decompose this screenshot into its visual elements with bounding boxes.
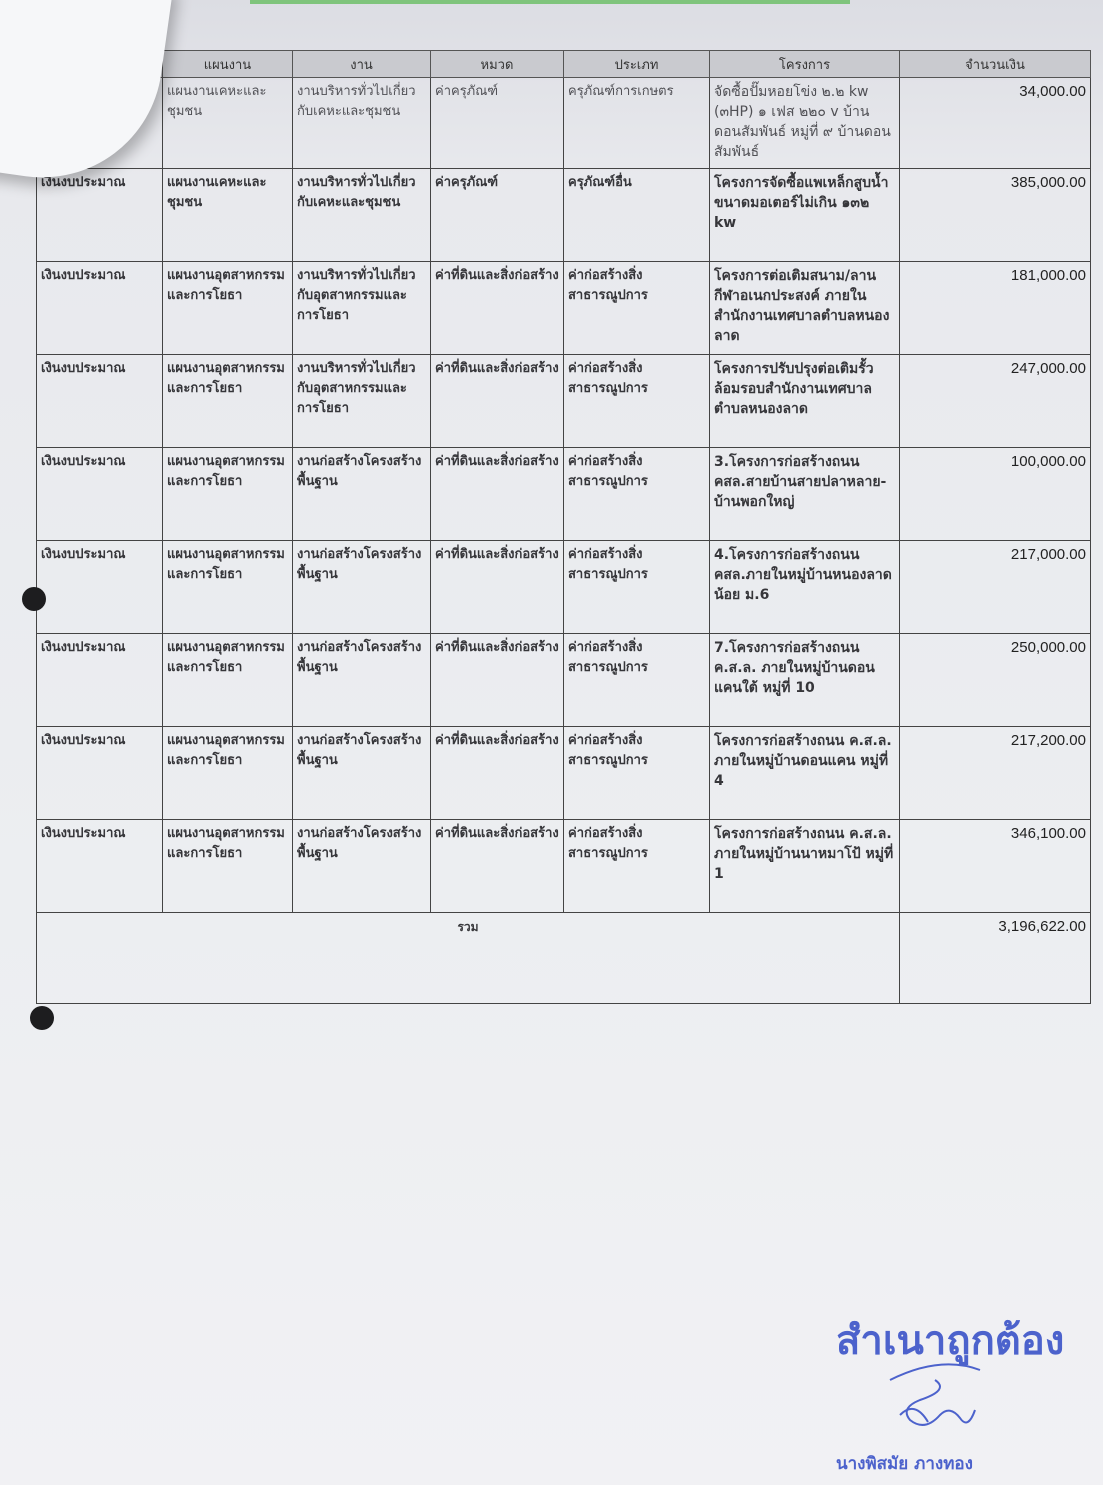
col-header-plan: แผนงาน xyxy=(163,51,293,78)
cell-amount: 217,000.00 xyxy=(900,541,1091,634)
cell-type: ค่าก่อสร้างสิ่งสาธารณูปการ xyxy=(564,355,710,448)
table-row xyxy=(37,727,1091,820)
cell-work: งานบริหารทั่วไปเกี่ยวกับเคหะและชุมชน xyxy=(293,78,431,169)
cell-plan: แผนงานอุตสาหกรรมและการโยธา xyxy=(163,727,293,820)
table-row xyxy=(37,541,1091,634)
cell-type: ครุภัณฑ์การเกษตร xyxy=(564,78,710,169)
cell-category: ค่าที่ดินและสิ่งก่อสร้าง xyxy=(431,448,564,541)
cell-project: 4.โครงการก่อสร้างถนน คสล.ภายในหมู่บ้านหนองลาดน้อย ม.6 xyxy=(710,541,900,634)
budget-table xyxy=(36,50,1091,1004)
cell-amount: 100,000.00 xyxy=(900,448,1091,541)
cell-plan: แผนงานอุตสาหกรรมและการโยธา xyxy=(163,262,293,355)
col-header-type: ประเภท xyxy=(564,51,710,78)
cell-source: เงินงบประมาณ xyxy=(37,727,163,820)
cell-category: ค่าที่ดินและสิ่งก่อสร้าง xyxy=(431,541,564,634)
cell-category: ค่าที่ดินและสิ่งก่อสร้าง xyxy=(431,727,564,820)
cell-type: ค่าก่อสร้างสิ่งสาธารณูปการ xyxy=(564,820,710,913)
cell-source: เงินงบประมาณ xyxy=(37,355,163,448)
cell-work: งานก่อสร้างโครงสร้างพื้นฐาน xyxy=(293,634,431,727)
table-row xyxy=(37,169,1091,262)
col-header-amount: จำนวนเงิน xyxy=(900,51,1091,78)
punch-hole xyxy=(22,587,46,611)
cell-category: ค่าที่ดินและสิ่งก่อสร้าง xyxy=(431,262,564,355)
table-row xyxy=(37,262,1091,355)
col-header-category: หมวด xyxy=(431,51,564,78)
table-row xyxy=(37,820,1091,913)
total-amount: 3,196,622.00 xyxy=(900,913,1091,1004)
col-header-work: งาน xyxy=(293,51,431,78)
cell-category: ค่าที่ดินและสิ่งก่อสร้าง xyxy=(431,355,564,448)
cell-plan: แผนงานอุตสาหกรรมและการโยธา xyxy=(163,820,293,913)
cell-category: ค่าที่ดินและสิ่งก่อสร้าง xyxy=(431,820,564,913)
cell-type: ค่าก่อสร้างสิ่งสาธารณูปการ xyxy=(564,541,710,634)
cell-work: งานบริหารทั่วไปเกี่ยวกับเคหะและชุมชน xyxy=(293,169,431,262)
cell-source: เงินงบประมาณ xyxy=(37,169,163,262)
stamp-title: สำเนาถูกต้อง xyxy=(836,1318,1065,1364)
total-label: รวม xyxy=(37,913,900,1004)
cell-work: งานบริหารทั่วไปเกี่ยวกับอุตสาหกรรมและการโยธา xyxy=(293,355,431,448)
cell-source: เงินงบประมาณ xyxy=(37,448,163,541)
stamp-signer-name: นางพิสมัย ภางทอง xyxy=(836,1454,973,1474)
cell-amount: 385,000.00 xyxy=(900,169,1091,262)
punch-hole xyxy=(30,1006,54,1030)
cell-source: เงินงบประมาณ xyxy=(37,541,163,634)
cell-plan: แผนงานเคหะและชุมชน xyxy=(163,169,293,262)
cell-source: เงินงบประมาณ xyxy=(37,634,163,727)
cell-source: เงินงบประมาณ xyxy=(37,262,163,355)
table-row xyxy=(37,634,1091,727)
cell-amount: 34,000.00 xyxy=(900,78,1091,169)
cell-project: โครงการจัดซื้อแพเหล็กสูบน้ำ ขนาดมอเตอร์ไม่เกิน ๑๓๒ kw xyxy=(710,169,900,262)
cell-project: โครงการต่อเติมสนาม/ลานกีฬาอเนกประสงค์ ภายในสำนักงานเทศบาลตำบลหนองลาด xyxy=(710,262,900,355)
cell-plan: แผนงานอุตสาหกรรมและการโยธา xyxy=(163,355,293,448)
cell-plan: แผนงานอุตสาหกรรมและการโยธา xyxy=(163,448,293,541)
cell-project: โครงการก่อสร้างถนน ค.ส.ล. ภายในหมู่บ้านนาหมาโป้ หมู่ที่ 1 xyxy=(710,820,900,913)
cell-category: ค่าที่ดินและสิ่งก่อสร้าง xyxy=(431,634,564,727)
cell-amount: 247,000.00 xyxy=(900,355,1091,448)
cell-type: ค่าก่อสร้างสิ่งสาธารณูปการ xyxy=(564,727,710,820)
cell-type: ค่าก่อสร้างสิ่งสาธารณูปการ xyxy=(564,634,710,727)
background-strip xyxy=(250,0,850,4)
certified-copy-stamp xyxy=(830,1300,1065,1480)
cell-source: เงินงบประมาณ xyxy=(37,820,163,913)
cell-amount: 217,200.00 xyxy=(900,727,1091,820)
cell-amount: 181,000.00 xyxy=(900,262,1091,355)
cell-project: 7.โครงการก่อสร้างถนน ค.ส.ล. ภายในหมู่บ้านดอนแคนใต้ หมู่ที่ 10 xyxy=(710,634,900,727)
cell-work: งานบริหารทั่วไปเกี่ยวกับอุตสาหกรรมและการโยธา xyxy=(293,262,431,355)
table-row xyxy=(37,78,1091,169)
table-row xyxy=(37,355,1091,448)
col-header-project: โครงการ xyxy=(710,51,900,78)
cell-project: จัดซื้อปั๊มหอยโข่ง ๒.๒ kw (๓HP) ๑ เฟส ๒๒๐ v บ้านดอนสัมพันธ์ หมู่ที่ ๙ บ้านดอนสัมพันธ์ xyxy=(710,78,900,169)
cell-project: โครงการปรับปรุงต่อเติมรั้วล้อมรอบสำนักงานเทศบาลตำบลหนองลาด xyxy=(710,355,900,448)
signature-icon xyxy=(880,1360,990,1440)
cell-project: 3.โครงการก่อสร้างถนน คสล.สายบ้านสายปลาหลาย-บ้านพอกใหญ่ xyxy=(710,448,900,541)
table-row xyxy=(37,448,1091,541)
cell-plan: แผนงานเคหะและชุมชน xyxy=(163,78,293,169)
cell-type: ค่าก่อสร้างสิ่งสาธารณูปการ xyxy=(564,262,710,355)
cell-type: ค่าก่อสร้างสิ่งสาธารณูปการ xyxy=(564,448,710,541)
cell-amount: 250,000.00 xyxy=(900,634,1091,727)
table-header-row xyxy=(37,51,1091,78)
cell-type: ครุภัณฑ์อื่น xyxy=(564,169,710,262)
cell-category: ค่าครุภัณฑ์ xyxy=(431,169,564,262)
cell-plan: แผนงานอุตสาหกรรมและการโยธา xyxy=(163,634,293,727)
cell-project: โครงการก่อสร้างถนน ค.ส.ล. ภายในหมู่บ้านดอนแคน หมู่ที่ 4 xyxy=(710,727,900,820)
cell-amount: 346,100.00 xyxy=(900,820,1091,913)
total-row xyxy=(37,913,1091,1004)
cell-work: งานก่อสร้างโครงสร้างพื้นฐาน xyxy=(293,820,431,913)
cell-work: งานก่อสร้างโครงสร้างพื้นฐาน xyxy=(293,541,431,634)
cell-category: ค่าครุภัณฑ์ xyxy=(431,78,564,169)
cell-plan: แผนงานอุตสาหกรรมและการโยธา xyxy=(163,541,293,634)
cell-work: งานก่อสร้างโครงสร้างพื้นฐาน xyxy=(293,727,431,820)
cell-work: งานก่อสร้างโครงสร้างพื้นฐาน xyxy=(293,448,431,541)
